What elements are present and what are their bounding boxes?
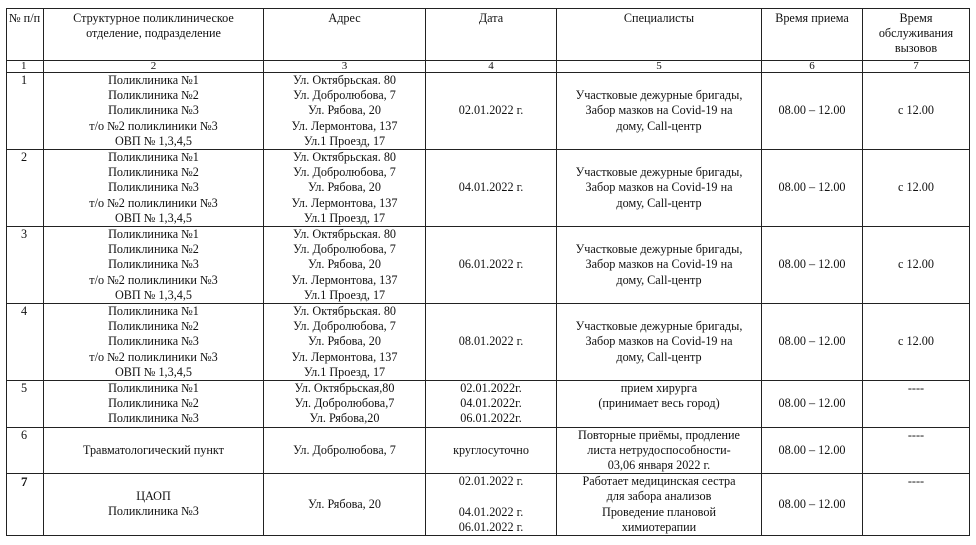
time-cell: 08.00 – 12.00 [762,381,863,428]
col-number: 1 [7,61,44,73]
dept-line: Поликлиника №3 [108,334,199,349]
time-cell: 08.00 – 12.00 [762,150,863,227]
specialists-cell [557,150,762,227]
dept-cell [44,304,264,381]
date-cell [426,427,557,474]
header-specialists: Специалисты [557,9,762,61]
dept-cell [44,381,264,428]
dept-cell [44,73,264,150]
table-row [7,150,970,227]
specialists-line: Повторные приёмы, продление [578,427,740,442]
address-line: Ул. Добролюбова,7 [294,396,395,411]
specialists-line: для забора анализов [606,489,712,504]
dept-line: Поликлиника №2 [108,242,199,257]
specialists-cell [557,474,762,536]
specialists-line: 03,06 января 2022 г. [607,458,711,473]
specialists-line: Участковые дежурные бригады, [575,165,743,180]
date-cell [426,304,557,381]
row-number: 4 [7,304,44,381]
date-line: 06.01.2022 г. [458,257,524,272]
table-row [7,474,970,536]
dept-line: ОВП № 1,3,4,5 [115,210,192,225]
specialists-line: Участковые дежурные бригады, [575,242,743,257]
header-date: Дата [426,9,557,61]
dept-cell [44,150,264,227]
dept-line: т/о №2 поликлиники №3 [89,118,218,133]
row-number: 1 [7,73,44,150]
dept-line: ЦАОП [136,489,171,504]
dept-line: ОВП № 1,3,4,5 [115,364,192,379]
address-line: Ул.1 Проезд, 17 [303,287,386,302]
table-row [7,304,970,381]
calls-cell: с 12.00 [863,73,970,150]
table-row [7,427,970,474]
address-line: Ул. Лермонтова, 137 [291,272,398,287]
specialists-cell [557,304,762,381]
specialists-line: Работает медицинская сестра [582,474,736,489]
address-line: Ул. Октябрьская,80 [294,381,395,396]
dept-line: Поликлиника №3 [108,103,199,118]
address-line: Ул.1 Проезд, 17 [303,133,386,148]
address-line: Ул. Рябова, 20 [308,497,381,512]
address-cell [264,304,426,381]
date-cell [426,474,557,536]
row-number: 2 [7,150,44,227]
address-line: Ул.1 Проезд, 17 [303,364,386,379]
specialists-line: дому, Call-центр [616,118,702,133]
header-time: Время приема [762,9,863,61]
address-line: Ул. Октябрьская. 80 [292,150,397,165]
specialists-line: Забор мазков на Covid-19 на [585,180,733,195]
date-cell [426,227,557,304]
col-number: 6 [762,61,863,73]
specialists-line: дому, Call-центр [616,272,702,287]
specialists-cell [557,381,762,428]
specialists-cell [557,427,762,474]
address-cell [264,150,426,227]
calls-cell: ---- [863,474,970,536]
dept-line: Поликлиника №2 [108,165,199,180]
time-cell: 08.00 – 12.00 [762,474,863,536]
specialists-line: Проведение плановой [602,504,716,519]
date-line: 04.01.2022 г. [458,180,524,195]
date-cell [426,381,557,428]
address-line: Ул. Рябова, 20 [308,257,381,272]
address-cell [264,227,426,304]
address-line: Ул. Лермонтова, 137 [291,349,398,364]
specialists-line: Участковые дежурные бригады, [575,88,743,103]
header-num: № п/п [7,9,44,61]
header-address: Адрес [264,9,426,61]
row-number: 6 [7,427,44,474]
date-line: 02.01.2022 г. [458,103,524,118]
dept-line: Поликлиника №1 [108,304,199,319]
time-cell: 08.00 – 12.00 [762,427,863,474]
calls-cell: с 12.00 [863,227,970,304]
dept-cell [44,227,264,304]
dept-line: Поликлиника №3 [108,180,199,195]
calls-cell: с 12.00 [863,304,970,381]
calls-cell: ---- [863,427,970,474]
date-line: 04.01.2022 г. [458,504,524,519]
date-cell [426,73,557,150]
dept-line: Поликлиника №1 [108,73,199,87]
calls-cell: с 12.00 [863,150,970,227]
dept-line: Поликлиника №1 [108,227,199,242]
specialists-line: Забор мазков на Covid-19 на [585,257,733,272]
address-line: Ул. Добролюбова, 7 [293,88,396,103]
address-cell [264,474,426,536]
dept-line: ОВП № 1,3,4,5 [115,133,192,148]
address-line: Ул. Добролюбова, 7 [293,319,396,334]
time-cell: 08.00 – 12.00 [762,73,863,150]
dept-line: Поликлиника №1 [108,150,199,165]
time-cell: 08.00 – 12.00 [762,227,863,304]
specialists-cell [557,73,762,150]
specialists-line: листа нетрудоспособности- [587,442,731,457]
dept-line: т/о №2 поликлиники №3 [89,195,218,210]
dept-line: Поликлиника №3 [108,504,199,519]
specialists-line: Забор мазков на Covid-19 на [585,103,733,118]
address-line: Ул. Добролюбова, 7 [293,242,396,257]
table-row [7,227,970,304]
dept-line: Поликлиника №2 [108,396,199,411]
specialists-line: дому, Call-центр [616,349,702,364]
address-line: Ул. Лермонтова, 137 [291,118,398,133]
address-line: Ул. Лермонтова, 137 [291,195,398,210]
dept-line: Поликлиника №1 [108,381,199,396]
date-line: 04.01.2022г. [460,396,522,411]
address-line: Ул. Рябова, 20 [308,334,381,349]
address-line: Ул. Рябова,20 [309,411,380,426]
date-cell [426,150,557,227]
address-line: Ул. Октябрьская. 80 [292,304,397,319]
date-line: 06.01.2022г. [460,411,522,426]
specialists-line: химиотерапии [621,519,697,534]
dept-line: Поликлиника №3 [108,257,199,272]
date-line: 02.01.2022г. [460,381,522,396]
dept-line: Травматологический пункт [82,442,225,457]
time-cell: 08.00 – 12.00 [762,304,863,381]
calls-cell: ---- [863,381,970,428]
address-cell [264,427,426,474]
col-number: 3 [264,61,426,73]
address-cell [264,73,426,150]
dept-line: т/о №2 поликлиники №3 [89,272,218,287]
address-line: Ул. Добролюбова, 7 [293,165,396,180]
specialists-line: дому, Call-центр [616,195,702,210]
col-number: 7 [863,61,970,73]
col-number: 2 [44,61,264,73]
dept-line: Поликлиника №2 [108,319,199,334]
dept-line: Поликлиника №3 [108,411,199,426]
dept-line: ОВП № 1,3,4,5 [115,287,192,302]
dept-line: т/о №2 поликлиники №3 [89,349,218,364]
date-line: 02.01.2022 г. [458,474,524,489]
specialists-line: Участковые дежурные бригады, [575,319,743,334]
address-line: Ул. Октябрьская. 80 [292,227,397,242]
table-row [7,73,970,150]
row-number: 5 [7,381,44,428]
col-number: 4 [426,61,557,73]
header-calls: Время обслуживания вызовов [863,9,970,61]
address-line: Ул. Рябова, 20 [308,180,381,195]
column-number-row [7,61,970,73]
date-line: круглосуточно [453,442,529,457]
specialists-line: (принимает весь город) [598,396,720,411]
address-line: Ул. Октябрьская. 80 [292,73,397,87]
schedule-table [6,8,970,536]
date-line [428,489,554,504]
col-number: 5 [557,61,762,73]
row-number: 3 [7,227,44,304]
row-number: 7 [7,474,44,536]
address-line: Ул. Рябова, 20 [308,103,381,118]
dept-cell [44,474,264,536]
date-line: 06.01.2022 г. [458,519,524,534]
dept-line: Поликлиника №2 [108,88,199,103]
specialists-line: Забор мазков на Covid-19 на [585,334,733,349]
specialists-line: прием хирурга [620,381,698,396]
header-dept: Структурное поликлиническое отделение, подразделение [44,9,264,61]
date-line: 08.01.2022 г. [458,334,524,349]
address-line: Ул. Добролюбова, 7 [293,442,396,457]
specialists-cell [557,227,762,304]
table-row [7,381,970,428]
dept-cell [44,427,264,474]
address-line: Ул.1 Проезд, 17 [303,210,386,225]
address-cell [264,381,426,428]
header-row [7,9,970,61]
